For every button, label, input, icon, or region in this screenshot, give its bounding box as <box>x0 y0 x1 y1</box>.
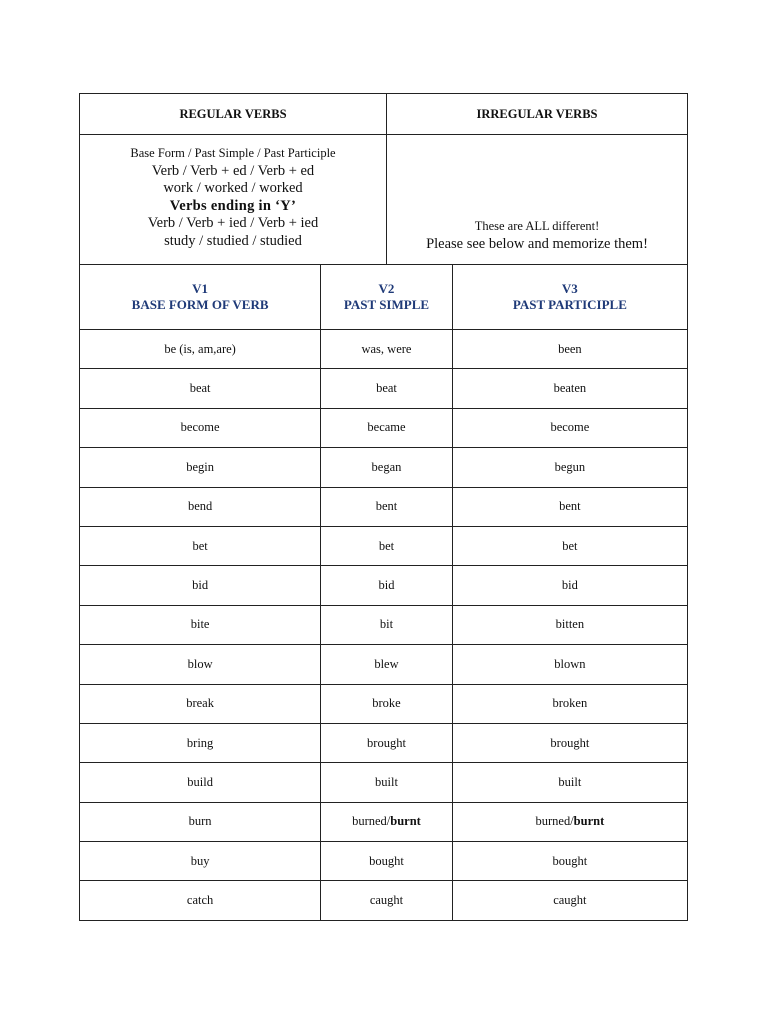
table-row <box>80 408 687 447</box>
past-simple-cell: began <box>320 448 452 486</box>
past-simple-cell: built <box>320 763 452 801</box>
table-row <box>80 841 687 880</box>
y-ending-example: study / studied / studied <box>164 232 302 249</box>
past-participle-cell: bought <box>452 842 687 880</box>
past-participle-cell: bitten <box>452 606 687 644</box>
past-participle-cell: broken <box>452 685 687 723</box>
past-simple-irregular-text: burnt <box>390 814 421 829</box>
explanation-row <box>80 134 687 264</box>
regular-example: work / worked / worked <box>163 180 303 196</box>
base-form-cell: bring <box>186 735 214 750</box>
past-simple-cell: bent <box>320 488 452 526</box>
column-header-v3 <box>452 265 687 329</box>
base-form-cell: bend <box>187 499 213 514</box>
v2-title: PAST SIMPLE <box>343 297 430 312</box>
irregular-note: These are ALL different! <box>474 219 600 233</box>
irregular-instruction: Please see below and memorize them! <box>426 236 648 252</box>
v3-code: V3 <box>561 281 578 296</box>
y-ending-heading: Verbs ending in ‘Y’ <box>169 197 297 214</box>
table-row <box>80 329 687 368</box>
past-participle-cell: begun <box>452 448 687 486</box>
past-participle-cell: bid <box>452 566 687 604</box>
verb-table <box>79 93 688 921</box>
v2-code: V2 <box>378 281 395 296</box>
past-simple-cell: bit <box>320 606 452 644</box>
table-row <box>80 605 687 644</box>
base-form-cell: break <box>186 696 214 711</box>
base-form-cell: build <box>187 774 213 789</box>
base-form-cell: bite <box>190 617 210 632</box>
column-header-v2 <box>320 265 452 329</box>
past-participle-cell: blown <box>452 645 687 683</box>
v1-title: BASE FORM OF VERB <box>131 297 269 312</box>
base-form-cell: beat <box>189 381 211 396</box>
past-simple-cell: broke <box>320 685 452 723</box>
past-simple-cell: bought <box>320 842 452 880</box>
past-simple-cell: became <box>320 409 452 447</box>
past-participle-cell: bet <box>452 527 687 565</box>
regular-forms-label: Base Form / Past Simple / Past Participle <box>130 146 336 160</box>
irregular-explanation <box>386 135 687 264</box>
table-row <box>80 723 687 762</box>
table-row <box>80 644 687 683</box>
table-header-row <box>80 94 687 134</box>
v1-code: V1 <box>192 281 209 296</box>
base-form-cell: begin <box>186 459 214 474</box>
table-row <box>80 880 687 919</box>
regular-formula: Verb / Verb + ed / Verb + ed <box>151 162 315 179</box>
past-simple-cell: beat <box>320 369 452 407</box>
past-simple-cell <box>320 803 452 841</box>
base-form-cell: bet <box>192 538 208 553</box>
irregular-verbs-heading: IRREGULAR VERBS <box>386 94 687 134</box>
table-row <box>80 487 687 526</box>
base-form-cell: blow <box>187 656 213 671</box>
past-participle-cell: become <box>452 409 687 447</box>
past-participle-cell: beaten <box>452 369 687 407</box>
table-row <box>80 762 687 801</box>
table-row <box>80 526 687 565</box>
base-form-cell: catch <box>186 893 214 908</box>
past-participle-cell: been <box>452 330 687 368</box>
base-form-cell: be (is, am,are) <box>164 341 236 356</box>
base-form-cell: burn <box>188 814 212 829</box>
past-participle-irregular-text: burnt <box>573 814 605 829</box>
regular-verbs-heading: REGULAR VERBS <box>179 106 287 121</box>
table-row <box>80 802 687 841</box>
v3-title: PAST PARTICIPLE <box>512 297 627 312</box>
base-form-cell: buy <box>190 853 210 868</box>
past-participle-cell: brought <box>452 724 687 762</box>
regular-explanation <box>80 135 386 264</box>
past-simple-cell: bet <box>320 527 452 565</box>
past-simple-cell: caught <box>320 881 452 919</box>
column-header-v1 <box>80 265 320 329</box>
past-simple-regular-text: burned/ <box>352 814 391 829</box>
past-participle-cell: bent <box>452 488 687 526</box>
past-simple-cell: brought <box>320 724 452 762</box>
past-participle-cell <box>452 803 687 841</box>
table-row <box>80 447 687 486</box>
table-row <box>80 368 687 407</box>
past-participle-cell: caught <box>452 881 687 919</box>
column-header-row <box>80 264 687 329</box>
past-simple-cell: bid <box>320 566 452 604</box>
past-participle-regular-text: burned/ <box>535 814 574 829</box>
base-form-cell: become <box>180 420 220 435</box>
past-simple-cell: was, were <box>320 330 452 368</box>
past-simple-cell: blew <box>320 645 452 683</box>
past-participle-cell: built <box>452 763 687 801</box>
y-ending-formula: Verb / Verb + ied / Verb + ied <box>147 215 319 231</box>
table-row <box>80 684 687 723</box>
table-row <box>80 565 687 604</box>
base-form-cell: bid <box>192 578 209 593</box>
